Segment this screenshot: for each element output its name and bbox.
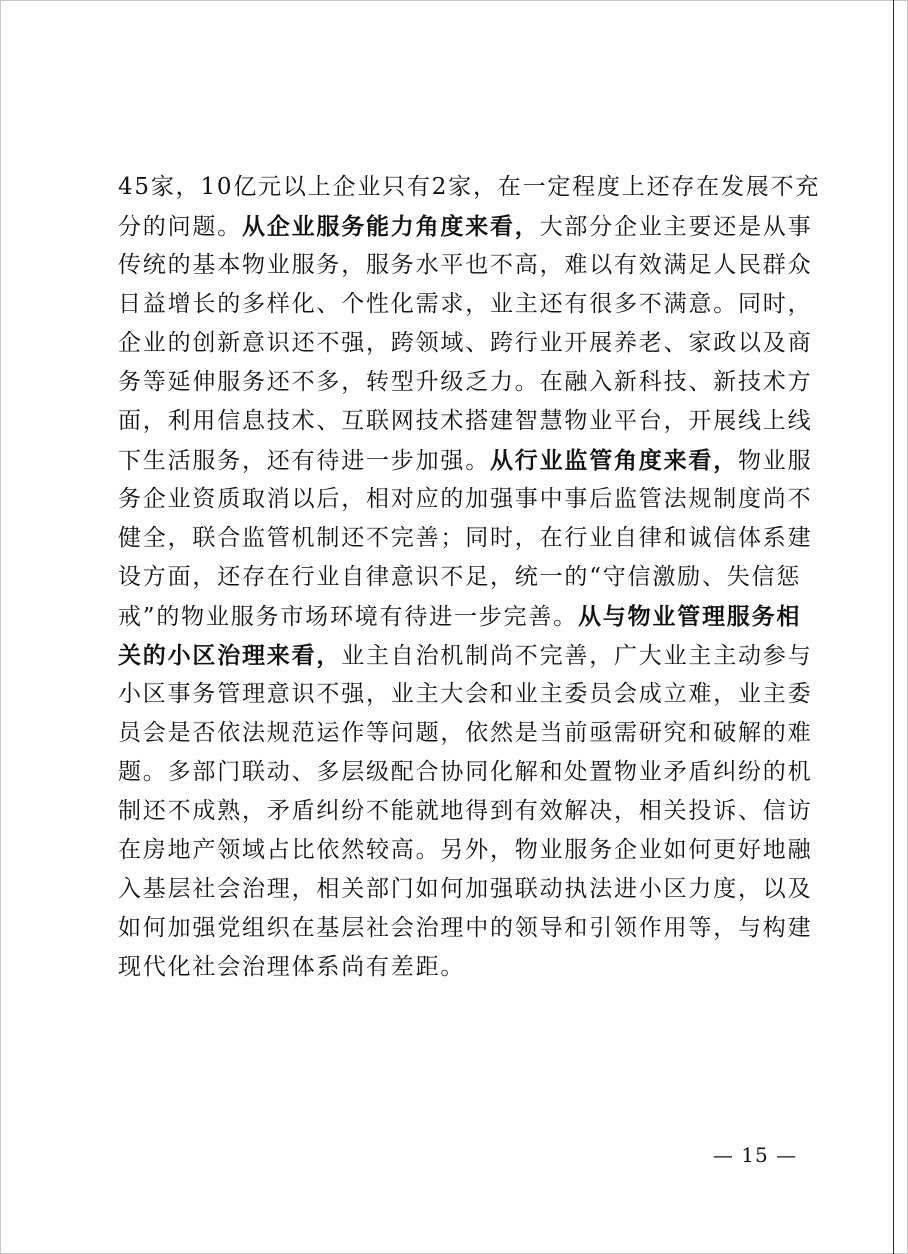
text-line: 日益增长的多样化、个性化需求，业主还有很多不满意。同时， — [118, 291, 813, 317]
page-number: — 15 — — [712, 1143, 798, 1167]
text-line: 传统的基本物业服务，服务水平也不高，难以有效满足人民群众 — [118, 252, 813, 278]
text-line: 戒”的物业服务市场环境有待进一步完善。从与物业管理服务相 — [118, 603, 802, 630]
emphasis-phrase: 从行业监管角度来看， — [490, 447, 738, 474]
text-line: 设方面，还存在行业自律意识不足，统一的“守信激励、失信惩 — [118, 564, 802, 590]
text-line: 小区事务管理意识不强，业主大会和业主委员会成立难，业主委 — [118, 681, 813, 707]
text-line: 入基层社会治理，相关部门如何加强联动执法进小区力度，以及 — [118, 876, 813, 902]
emphasis-phrase: 从与物业管理服务相 — [577, 603, 802, 630]
text-line: 健全，联合监管机制还不完善；同时，在行业自律和诚信体系建 — [118, 525, 813, 551]
text-line: 务企业资质取消以后，相对应的加强事中事后监管法规制度尚不 — [118, 486, 813, 512]
text-line: 题。多部门联动、多层级配合协同化解和处置物业矛盾纠纷的机 — [118, 759, 813, 785]
text-line: 务等延伸服务还不多，转型升级乏力。在融入新科技、新技术方 — [118, 369, 813, 395]
emphasis-phrase: 从企业服务能力角度来看， — [242, 213, 540, 240]
text-line: 45家，10亿元以上企业只有2家，在一定程度上还存在发展不充 — [118, 174, 821, 200]
text-line: 下生活服务，还有待进一步加强。从行业监管角度来看，物业服 — [118, 447, 813, 474]
text-line: 面，利用信息技术、互联网技术搭建智慧物业平台，开展线上线 — [118, 408, 813, 434]
text-line: 分的问题。从企业服务能力角度来看，大部分企业主要还是从事 — [118, 213, 813, 240]
text-line: 员会是否依法规范运作等问题，依然是当前亟需研究和破解的难 — [118, 720, 813, 746]
text-line: 在房地产领域占比依然较高。另外，物业服务企业如何更好地融 — [118, 837, 813, 863]
text-line: 企业的创新意识还不强，跨领域、跨行业开展养老、家政以及商 — [118, 330, 813, 356]
text-line: 制还不成熟，矛盾纠纷不能就地得到有效解决，相关投诉、信访 — [118, 798, 813, 824]
text-line: 如何加强党组织在基层社会治理中的领导和引领作用等，与构建 — [118, 915, 813, 941]
scan-edge-line — [893, 0, 894, 1254]
text-line: 关的小区治理来看，业主自治机制尚不完善，广大业主主动参与 — [118, 642, 813, 669]
body-paragraph — [118, 168, 821, 987]
text-line: 现代化社会治理体系尚有差距。 — [118, 954, 466, 980]
emphasis-phrase: 关的小区治理来看， — [118, 642, 342, 669]
